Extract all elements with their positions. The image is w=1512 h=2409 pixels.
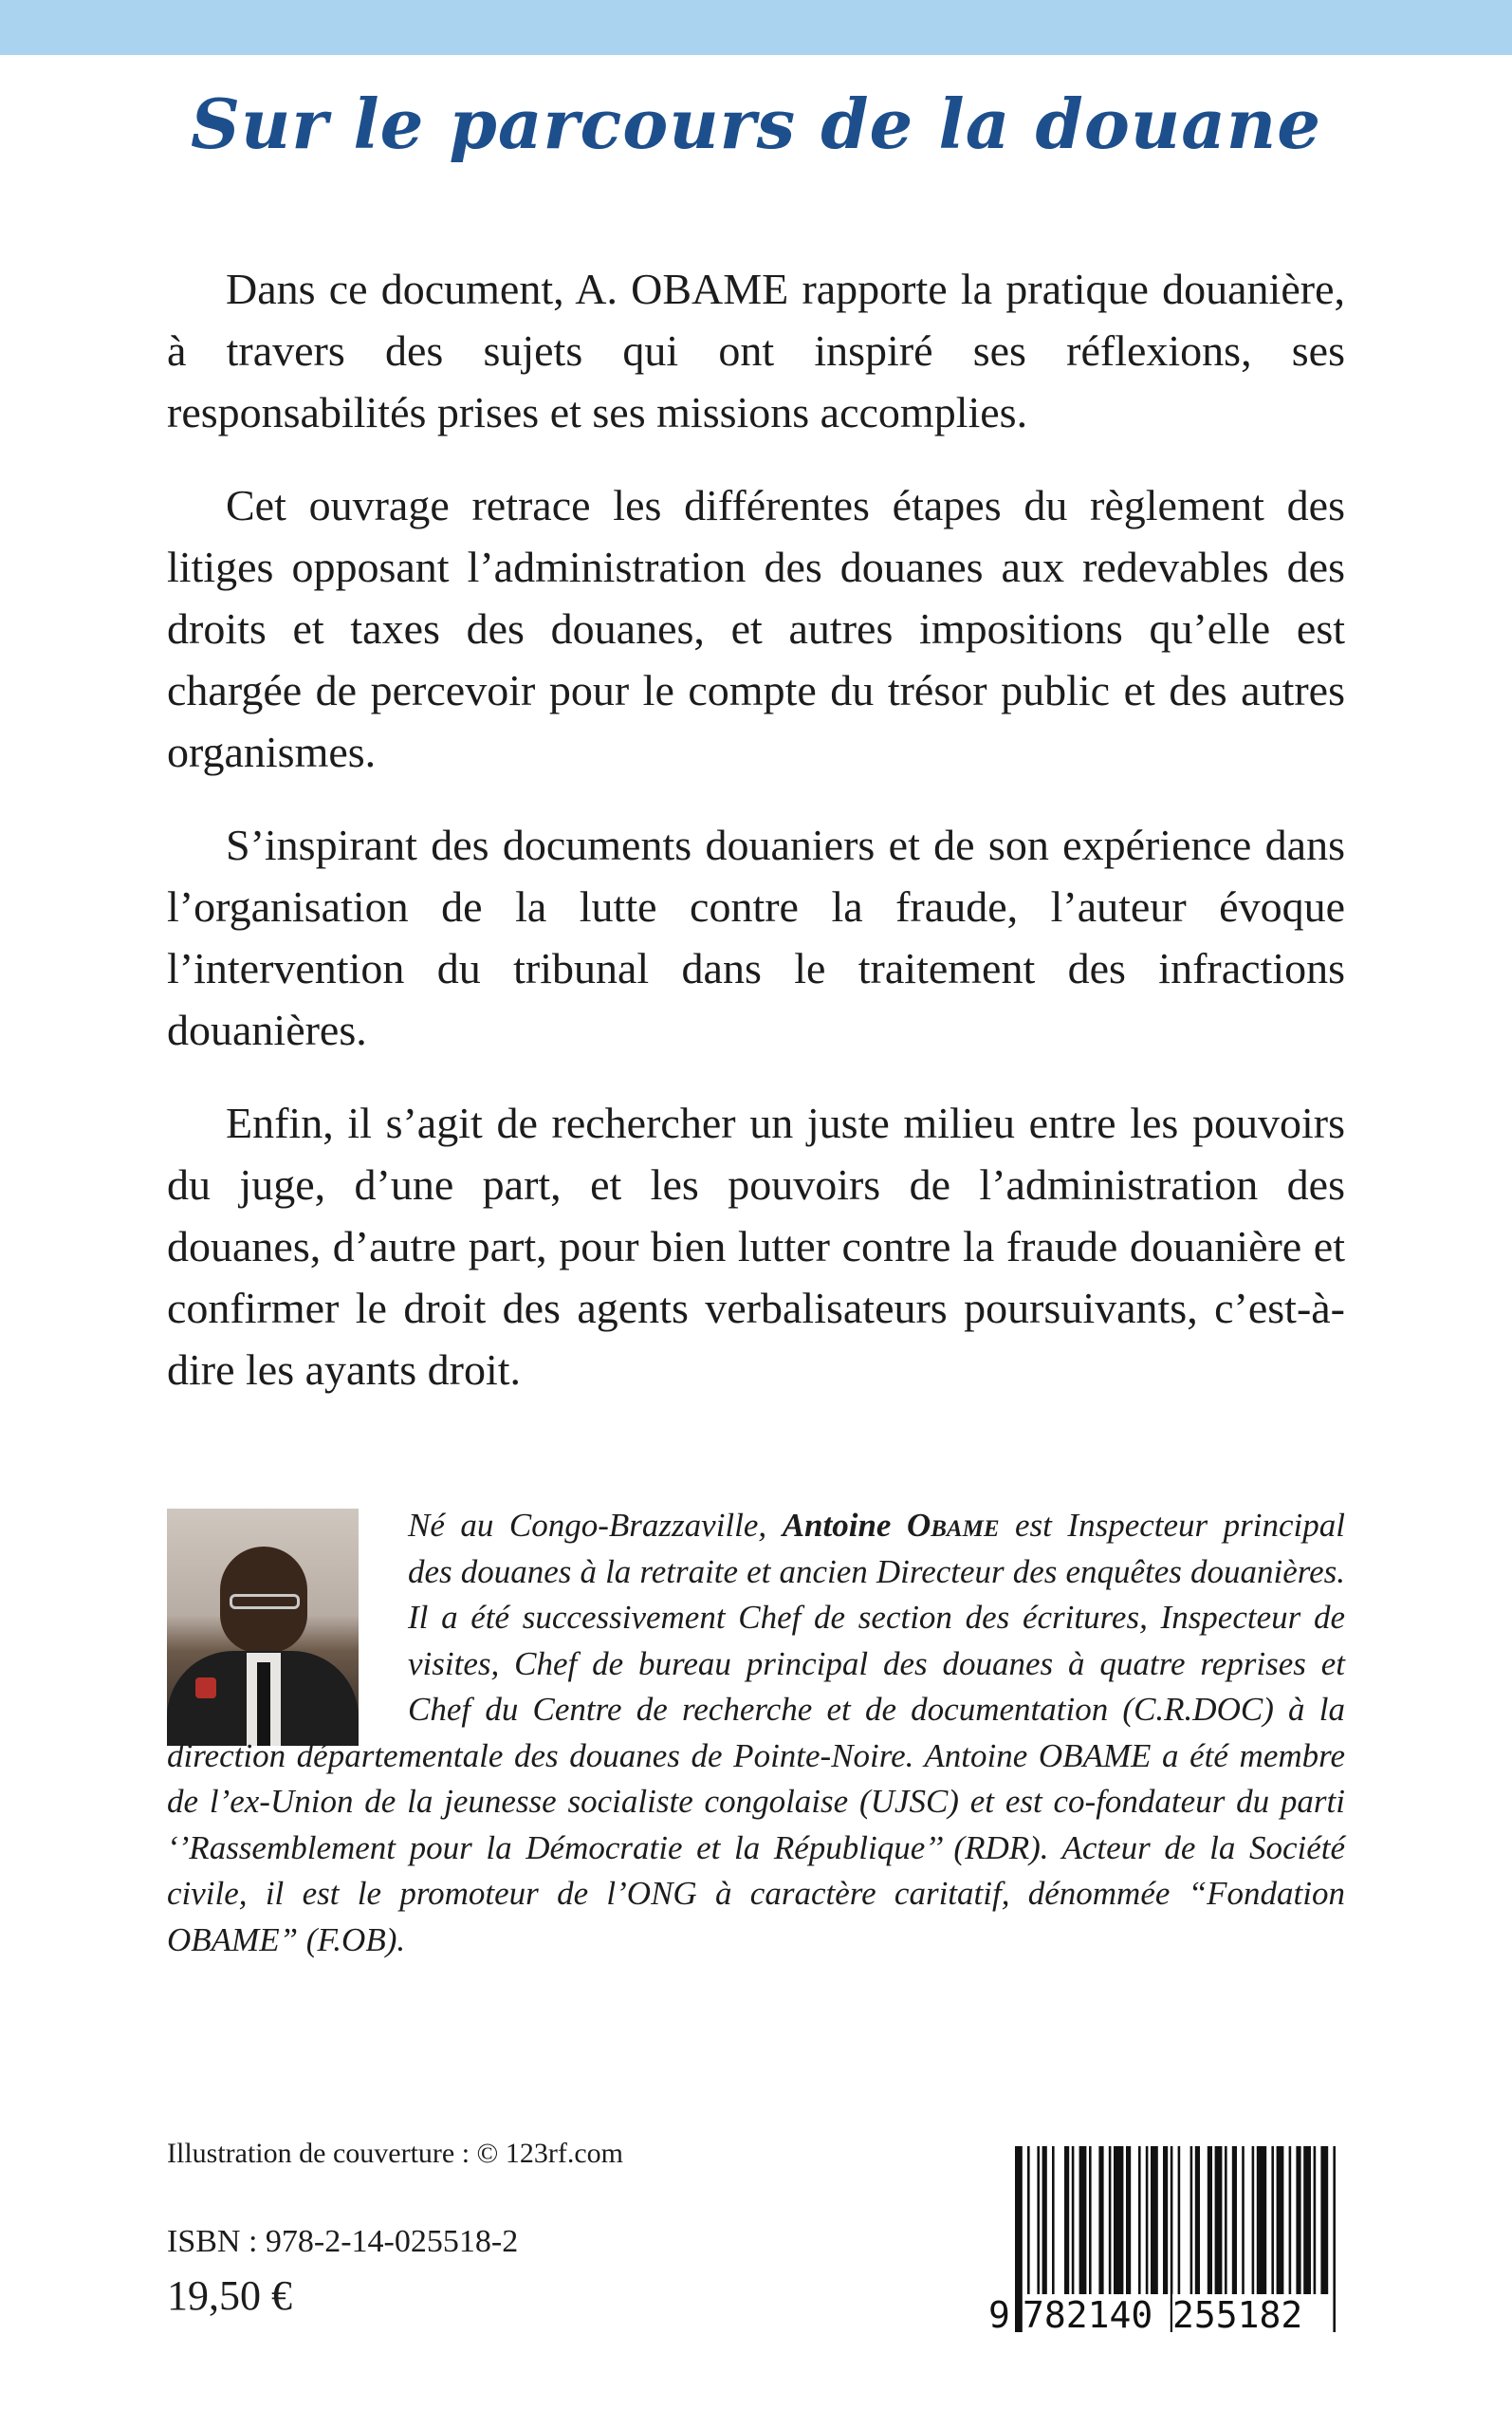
barcode-digits-right: 255182 bbox=[1172, 2294, 1303, 2336]
barcode-bar bbox=[1146, 2146, 1149, 2294]
barcode-bar bbox=[1126, 2146, 1131, 2294]
blurb-paragraph-4: Enfin, il s’agit de rechercher un juste milieu entre les pouvoirs du juge, d’une part, et les pouvoirs de l’administration des douanes, d’autre part, pour bien lutter contre la fraude douanière et confirmer le droit des agents verbalisateurs poursuivants, c’est-à-dire les ayants droit. bbox=[167, 1099, 1345, 1394]
barcode-bar bbox=[1242, 2146, 1245, 2294]
barcode-bar bbox=[1195, 2146, 1200, 2294]
barcode-bar bbox=[1296, 2146, 1300, 2294]
barcode-bar bbox=[1320, 2146, 1328, 2294]
isbn: ISBN : 978-2-14-025518-2 bbox=[167, 2224, 519, 2259]
barcode-bar bbox=[1178, 2146, 1181, 2294]
bio-body: est Inspecteur principal des douanes à la retraite et ancien Directeur des enquêtes douanières. Il a été successivement Chef de section des écritures, Inspecteur de visites, Chef de bureau principal des douanes à quatre reprises et Chef du Centre de recherche et de documentation (C.R.DOC) à la direction départementale des douanes de Pointe-Noire. Antoine OBAME a été membre de l’ex-Union de la jeunesse socialiste congolaise (UJSC) et est co-fondateur du parti ‘’Rassemblement pour la Démocratie et la République’’ (RDR). Acteur de la Société civile, il est le promoteur de l’ONG à caractère caritatif, dénommée “Fondation OBAME” (F.OB). bbox=[167, 1507, 1345, 1958]
barcode-bar bbox=[1215, 2146, 1223, 2294]
barcode-bar bbox=[1257, 2146, 1266, 2294]
back-cover-blurb bbox=[167, 258, 1345, 1432]
barcode-bar bbox=[1098, 2146, 1103, 2294]
author-name bbox=[783, 1507, 1000, 1544]
barcode-digits-left: 782140 bbox=[1023, 2294, 1153, 2336]
barcode-bar bbox=[1208, 2146, 1212, 2294]
barcode-bar bbox=[1163, 2146, 1168, 2294]
barcode-digit-first: 9 bbox=[988, 2294, 1010, 2336]
barcode-bar bbox=[1190, 2146, 1193, 2294]
author-first-name: Antoine bbox=[782, 1507, 907, 1544]
barcode-bar bbox=[1225, 2146, 1227, 2294]
barcode-bar bbox=[1089, 2146, 1092, 2294]
author-bio bbox=[167, 1503, 1345, 1963]
barcode-bar bbox=[1151, 2146, 1158, 2294]
barcode-bar bbox=[1138, 2146, 1141, 2294]
top-color-band bbox=[0, 0, 1512, 55]
blurb-paragraph-3: S’inspirant des documents douaniers et de son expérience dans l’organisation de la lutte contre la fraude, l’auteur évoque l’intervention du tribunal dans le traitement des infractions douanières. bbox=[167, 821, 1345, 1054]
barcode-bar bbox=[1064, 2146, 1069, 2294]
barcode-bar bbox=[1052, 2146, 1055, 2294]
blurb-paragraph-2: Cet ouvrage retrace les différentes étapes du règlement des litiges opposant l’administration des douanes aux redevables des droits et taxes des douanes, et autres impositions qu’elle est chargée de percevoir pour le compte du trésor public et des autres organismes. bbox=[167, 481, 1345, 776]
book-title: Sur le parcours de la douane bbox=[190, 83, 1322, 164]
barcode-bar bbox=[1072, 2146, 1075, 2294]
barcode-bar bbox=[1252, 2146, 1255, 2294]
barcode-bar bbox=[1314, 2146, 1317, 2294]
barcode-bar bbox=[1277, 2146, 1284, 2294]
barcode-bar bbox=[1303, 2146, 1311, 2294]
photo-spacer bbox=[167, 1503, 408, 1731]
barcode-bar bbox=[1027, 2146, 1030, 2294]
barcode-bar bbox=[1079, 2146, 1087, 2294]
barcode-bar bbox=[1109, 2146, 1112, 2294]
barcode-bar bbox=[1232, 2146, 1237, 2294]
barcode-bar bbox=[1042, 2146, 1047, 2294]
author-last-name: Obame bbox=[906, 1507, 1000, 1544]
barcode-bar bbox=[1114, 2146, 1123, 2294]
barcode-bar bbox=[1289, 2146, 1292, 2294]
price: 19,50 € bbox=[167, 2272, 292, 2319]
bio-intro: Né au Congo-Brazzaville, bbox=[408, 1507, 783, 1544]
cover-credit: Illustration de couverture : © 123rf.com bbox=[167, 2138, 623, 2169]
blurb-paragraph-1: Dans ce document, A. OBAME rapporte la pratique douanière, à travers des sujets qui ont inspiré ses réflexions, ses responsabilités prises et ses missions accomplies. bbox=[167, 265, 1345, 436]
barcode-bar bbox=[1271, 2146, 1274, 2294]
barcode-digits bbox=[988, 2294, 1345, 2338]
barcode-bar bbox=[1037, 2146, 1040, 2294]
